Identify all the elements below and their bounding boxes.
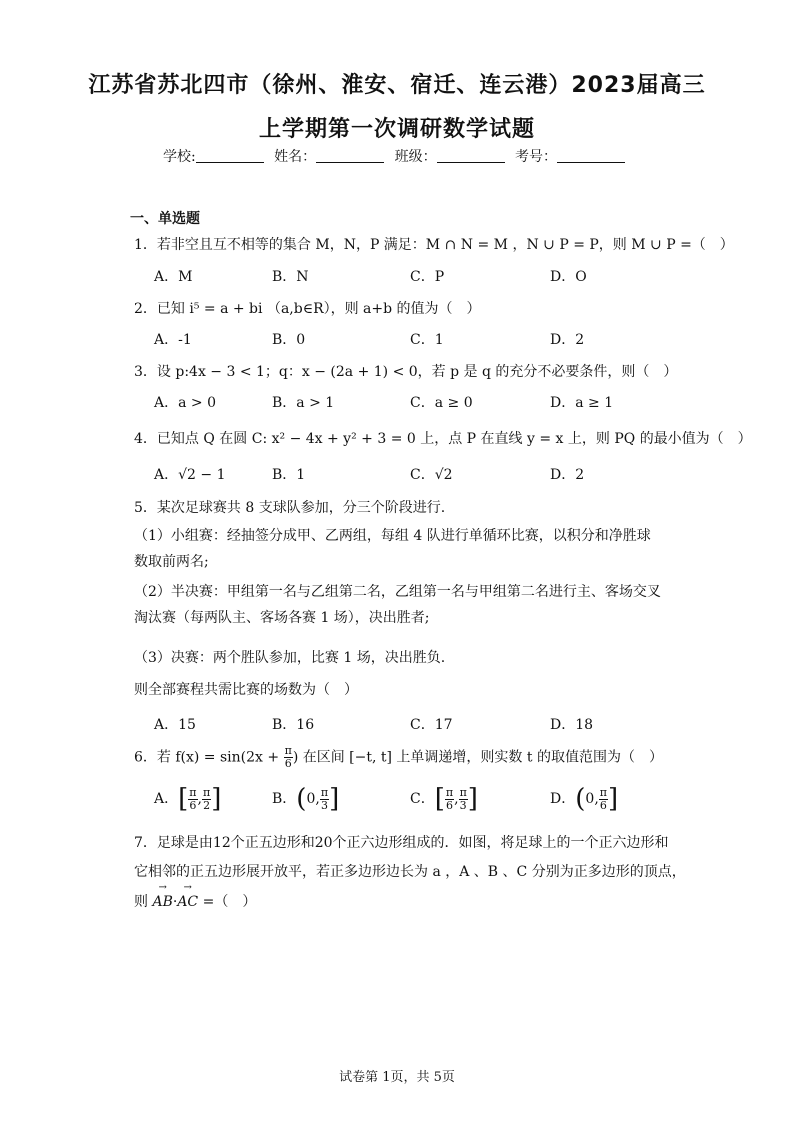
title-line-2: 上学期第一次调研数学试题: [258, 117, 535, 142]
title-line-1: 江苏省苏北四市（徐州、淮安、宿迁、连云港）2023届高三: [88, 73, 706, 98]
question-7-line-3: 则 → AB·→ AC =（ ）: [134, 891, 256, 911]
question-2-stem: 2．已知 i⁵ = a + bi （a,b∈R），则 a+b 的值为（ ）: [134, 301, 481, 317]
option-b: B．0: [272, 332, 306, 348]
option-c: C．P: [410, 269, 445, 285]
option-b: B．(0, $\frac{\pi}{3}$ ]: [272, 784, 340, 814]
question-4-stem: 4．已知点 Q 在圆 C: x² − 4x + y² + 3 = 0 上，点 P 在直线 y = x 上，则 PQ 的最小值为（ ）: [134, 431, 752, 447]
vector-ac: → AC: [177, 894, 198, 910]
class-label: 班级：: [394, 149, 437, 165]
option-b: B．16: [272, 717, 315, 733]
question-5-prompt: 则全部赛程共需比赛的场数为（ ）: [134, 682, 358, 698]
option-c: C．17: [410, 717, 453, 733]
question-5-part-2: （2）半决赛：甲组第一名与乙组第二名，乙组第一名与甲组第二名进行主、客场交叉淘汰赛（每两队主、客场各赛 1 场），决出胜者;: [134, 584, 661, 626]
option-c: C．1: [410, 332, 444, 348]
number-blank: [557, 148, 625, 163]
page-footer: 试卷第 1页，共 5页: [339, 1070, 455, 1085]
option-a: A．a > 0: [154, 395, 216, 411]
option-a: A．15: [154, 717, 196, 733]
question-7-line-2: 它相邻的正五边形展开放平，若正多边形边长为 a ，A 、B 、C 分别为正多边形的顶点，: [134, 864, 686, 880]
question-7-line-1: 7．足球是由12个正五边形和20个正六边形组成的．如图，将足球上的一个正六边形和: [134, 835, 669, 851]
option-d: D．2: [550, 332, 585, 348]
option-d: D．O: [550, 269, 587, 285]
name-blank: [316, 148, 384, 163]
option-d: D．(0, $\frac{\pi}{6}$ ]: [550, 784, 619, 814]
class-blank: [437, 148, 505, 163]
option-d: D．18: [550, 717, 594, 733]
question-6-stem-end: ) 在区间 [−t, t] 上单调递增，则实数 t 的取值范围为（ ）: [292, 749, 663, 766]
section-heading: 一、单选题: [130, 211, 200, 227]
option-d: D．a ≥ 1: [550, 395, 614, 411]
number-label: 考号：: [515, 149, 558, 165]
option-b: B．a > 1: [272, 395, 335, 411]
option-c: C．[ $\frac{\pi}{6}$ , $\frac{\pi}{3}$ ]: [410, 784, 478, 814]
fraction-pi-over-6: $\frac{\pi}{6}$: [284, 744, 292, 770]
option-c: C．√2: [410, 467, 453, 483]
option-d: D．2: [550, 467, 585, 483]
question-5-part-1: （1）小组赛：经抽签分成甲、乙两组，每组 4 队进行单循环比赛，以积分和净胜球数取前两名;: [134, 528, 651, 570]
option-a: A．√2 − 1: [154, 467, 226, 483]
question-3-stem: 3．设 p:4x − 3 < 1；q：x − (2a + 1) < 0，若 p 是 q 的充分不必要条件，则（ ）: [134, 364, 678, 380]
question-1-stem: 1．若非空且互不相等的集合 M，N，P 满足：M ∩ N = M ，N ∪ P = P，则 M ∪ P =（ ）: [134, 237, 734, 253]
school-blank: [196, 148, 264, 163]
option-a: A．-1: [154, 332, 192, 348]
option-c: C．a ≥ 0: [410, 395, 473, 411]
option-b: B．1: [272, 467, 306, 483]
question-6-stem-start: 6．若 f(x) = sin(2x +: [134, 749, 284, 766]
name-label: 姓名：: [274, 149, 317, 165]
option-a: A．[ $\frac{\pi}{6}$ , $\frac{\pi}{2}$ ]: [154, 784, 222, 814]
vector-ab: → AB: [152, 894, 172, 910]
option-b: B．N: [272, 269, 309, 285]
student-info-line: [0, 146, 794, 166]
question-5-part-3: （3）决赛：两个胜队参加，比赛 1 场，决出胜负.: [134, 650, 446, 666]
option-a: A．M: [154, 269, 193, 285]
question-5-stem: 5．某次足球赛共 8 支球队参加，分三个阶段进行.: [134, 500, 446, 516]
question-6-stem: [134, 745, 663, 770]
school-label: 学校:: [162, 149, 196, 165]
